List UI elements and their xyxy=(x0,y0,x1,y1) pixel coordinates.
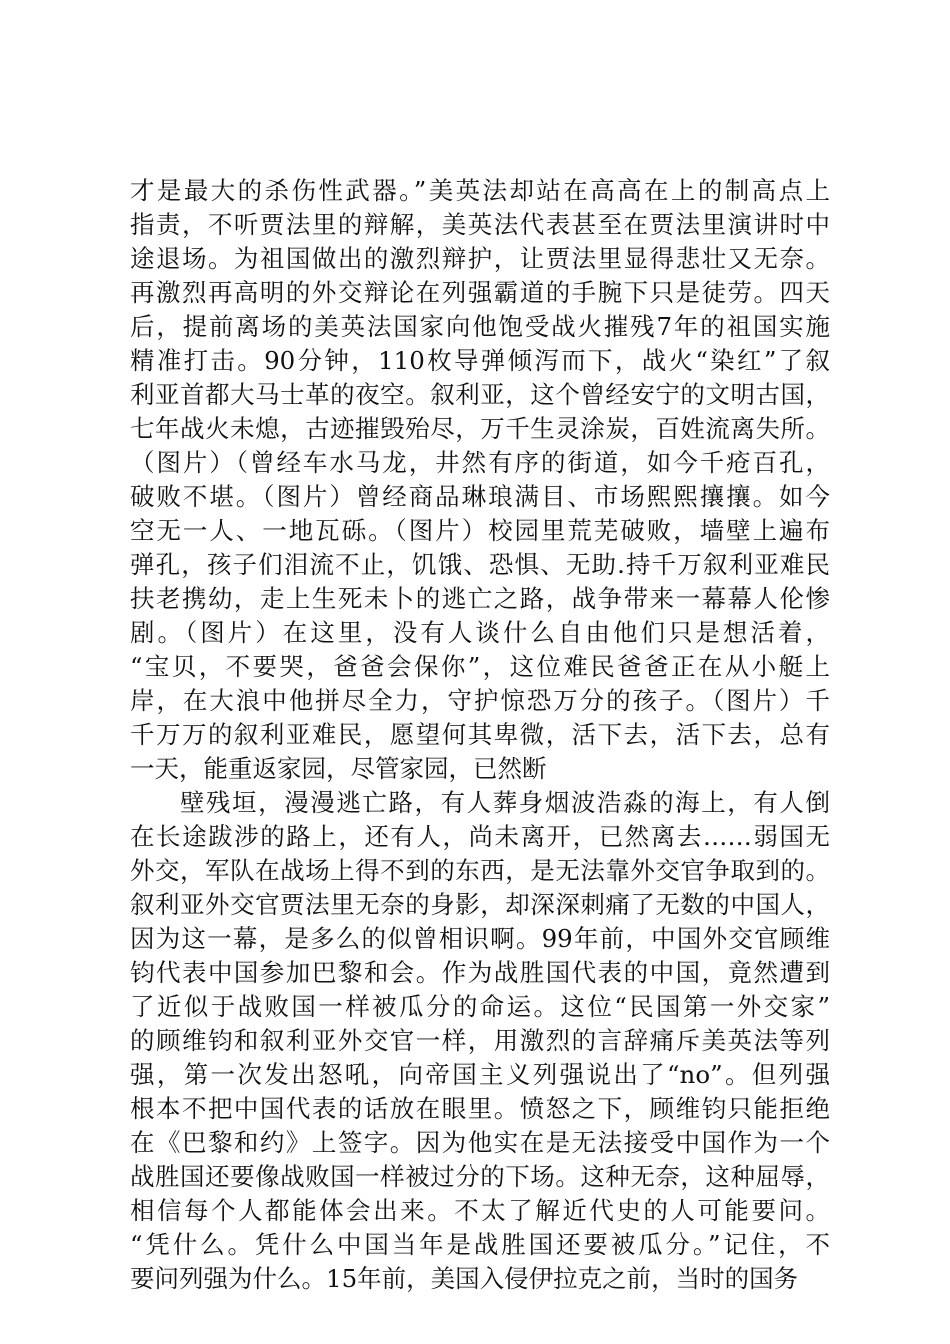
text-line: 岸，在大浪中他拼尽全力，守护惊恐万分的孩子。（图片）千 xyxy=(130,686,830,715)
text-line: 壁残垣，漫漫逃亡路，有人葬身烟波浩淼的海上，有人倒 xyxy=(180,788,830,817)
text-line: 剧。（图片）在这里，没有人谈什么自由他们只是想活着， xyxy=(130,618,830,647)
body-text xyxy=(130,174,830,1296)
text-line: 要问列强为什么。15年前，美国入侵伊拉克之前，当时的国务 xyxy=(130,1264,799,1293)
text-line: 七年战火未熄，古迹摧毁殆尽，万千生灵涂炭，百姓流离失所。 xyxy=(130,414,830,443)
text-line: “宝贝，不要哭，爸爸会保你”，这位难民爸爸正在从小艇上 xyxy=(130,652,830,681)
text-line: 千万万的叙利亚难民，愿望何其卑微，活下去，活下去，总有 xyxy=(130,720,830,749)
text-line: 指责，不听贾法里的辩解，美英法代表甚至在贾法里演讲时中 xyxy=(130,210,830,239)
text-line: 扶老携幼，走上生死未卜的逃亡之路，战争带来一幕幕人伦惨 xyxy=(130,584,830,613)
text-line: 根本不把中国代表的话放在眼里。愤怒之下，顾维钧只能拒绝 xyxy=(130,1094,830,1123)
text-line: 再激烈再高明的外交辩论在列强霸道的手腕下只是徒劳。四天 xyxy=(130,278,830,307)
text-line: 后，提前离场的美英法国家向他饱受战火摧残7年的祖国实施 xyxy=(130,312,830,341)
text-line: 途退场。为祖国做出的激烈辩护，让贾法里显得悲壮又无奈。 xyxy=(130,244,830,273)
text-line: 一天，能重返家园，尽管家园，已然断 xyxy=(130,754,547,783)
text-line: 破败不堪。（图片）曾经商品琳琅满目、市场熙熙攘攘。如今 xyxy=(130,482,830,511)
text-line: 钧代表中国参加巴黎和会。作为战胜国代表的中国，竟然遭到 xyxy=(130,958,830,987)
text-line: 弹孔，孩子们泪流不止，饥饿、恐惧、无助.持千万叙利亚难民 xyxy=(130,550,830,579)
text-line: 强，第一次发出怒吼，向帝国主义列强说出了“no”。但列强 xyxy=(130,1060,830,1089)
paragraph-2 xyxy=(130,786,830,1296)
text-line: 的顾维钧和叙利亚外交官一样，用激烈的言辞痛斥美英法等列 xyxy=(130,1026,830,1055)
text-line: 在长途跋涉的路上，还有人，尚未离开，已然离去……弱国无 xyxy=(130,822,830,851)
text-line: （图片）（曾经车水马龙，井然有序的街道，如今千疮百孔， xyxy=(130,448,830,477)
text-line: 外交，军队在战场上得不到的东西，是无法靠外交官争取到的。 xyxy=(130,856,830,885)
text-line: 空无一人、一地瓦砾。（图片）校园里荒芜破败，墙壁上遍布 xyxy=(130,516,830,545)
text-line: 叙利亚外交官贾法里无奈的身影，却深深刺痛了无数的中国人， xyxy=(130,890,830,919)
paragraph-1 xyxy=(130,174,830,786)
text-line: 了近似于战败国一样被瓜分的命运。这位“民国第一外交家” xyxy=(130,992,830,1021)
text-line: 因为这一幕，是多么的似曾相识啊。99年前，中国外交官顾维 xyxy=(130,924,830,953)
text-line: 才是最大的杀伤性武器。”美英法却站在高高在上的制高点上 xyxy=(130,176,830,205)
text-line: 利亚首都大马士革的夜空。叙利亚，这个曾经安宁的文明古国， xyxy=(130,380,830,409)
text-line: 精准打击。90分钟，110枚导弹倾泻而下，战火“染红”了叙 xyxy=(130,346,830,375)
text-line: 战胜国还要像战败国一样被过分的下场。这种无奈，这种屈辱， xyxy=(130,1162,830,1191)
text-line: 在《巴黎和约》上签字。因为他实在是无法接受中国作为一个 xyxy=(130,1128,830,1157)
text-line: 相信每个人都能体会出来。不太了解近代史的人可能要问。 xyxy=(130,1196,830,1225)
text-line: “凭什么。凭什么中国当年是战胜国还要被瓜分。”记住，不 xyxy=(130,1230,830,1259)
